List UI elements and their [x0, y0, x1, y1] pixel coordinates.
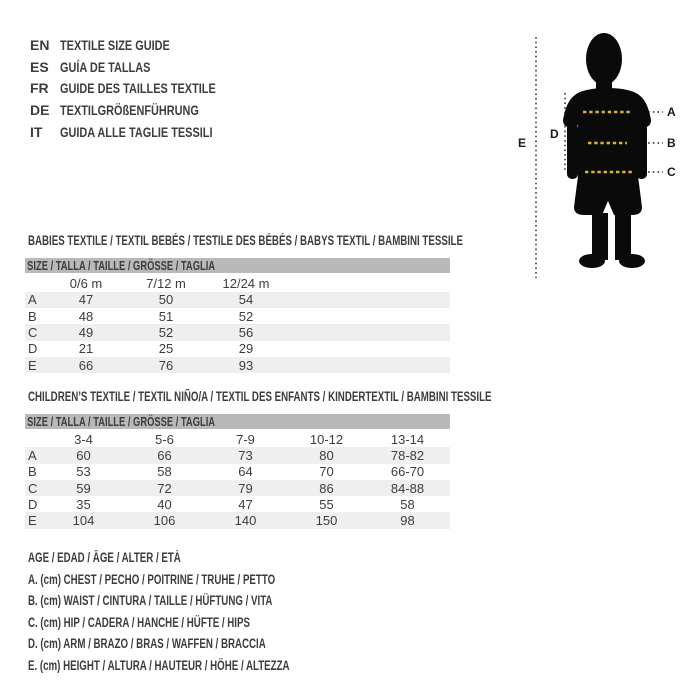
table-cell: 52 — [158, 325, 174, 341]
silhouette-right-foot — [619, 254, 645, 268]
table-cell: 66 — [157, 447, 172, 463]
figure-label-b: B — [667, 136, 676, 150]
table-row — [25, 447, 450, 463]
babies-size-bar — [25, 258, 450, 273]
language-code: IT — [30, 123, 43, 140]
language-title: GUIDA ALLE TAGLIE TESSILI — [60, 123, 213, 140]
language-code: ES — [30, 58, 49, 75]
table-cell: 56 — [238, 325, 254, 341]
table-cell: 66 — [78, 357, 94, 373]
row-label: A — [28, 447, 37, 463]
table-cell: 21 — [78, 341, 94, 357]
silhouette-left-leg — [592, 213, 608, 260]
row-label: C — [28, 325, 38, 341]
children-size-bar — [25, 414, 450, 429]
table-cell: 50 — [158, 292, 174, 308]
table-cell: 58 — [400, 496, 415, 512]
table-cell: 78-82 — [390, 447, 425, 463]
children-section-heading: CHILDREN’S TEXTILE / TEXTIL NIÑO/A / TEXTIL DES ENFANTS / KINDERTEXTIL / BAMBINI TESSILE — [28, 389, 492, 404]
table-cell: 98 — [400, 513, 415, 529]
table-cell: 60 — [76, 447, 91, 463]
table-cell: 59 — [76, 480, 91, 496]
table-cell: 25 — [158, 341, 174, 357]
table-cell: 54 — [238, 292, 254, 308]
row-label: E — [28, 513, 37, 529]
table-cell: 93 — [238, 357, 254, 373]
child-silhouette-graphic — [563, 33, 651, 268]
table-row — [25, 512, 450, 528]
table-row — [25, 464, 450, 480]
table-header-row — [25, 431, 450, 447]
figure-label-e: E — [518, 136, 527, 150]
measurement-figure — [508, 28, 700, 290]
table-cell: 84-88 — [390, 480, 425, 496]
row-label: A — [28, 292, 37, 308]
table-cell: 47 — [238, 496, 253, 512]
legend-line-hip: C. (cm) HIP / CADERA / HANCHE / HÜFTE / HIPS — [28, 614, 250, 630]
silhouette-left-foot — [579, 254, 605, 268]
table-cell: 86 — [319, 480, 334, 496]
size-bar-label: SIZE / TALLA / TAILLE / GRÖSSE / TAGLIA — [27, 257, 216, 273]
legend-line-chest: A. (cm) CHEST / PECHO / POITRINE / TRUHE / PETTO — [28, 571, 276, 587]
table-cell: 106 — [153, 513, 176, 529]
column-header: 0/6 m — [69, 276, 103, 292]
table-row — [25, 308, 450, 324]
language-title: GUIDE DES TAILLES TEXTILE — [60, 80, 216, 97]
table-row — [25, 357, 450, 373]
language-code: DE — [30, 101, 50, 118]
column-header: 7/12 m — [146, 276, 186, 292]
row-label: D — [28, 341, 38, 357]
language-code: EN — [30, 36, 50, 53]
column-header: 10-12 — [309, 431, 344, 447]
babies-size-table — [25, 276, 450, 374]
language-title: TEXTILE SIZE GUIDE — [60, 36, 170, 53]
language-code: FR — [30, 80, 49, 97]
table-header-row — [25, 276, 450, 292]
column-header: 7-9 — [236, 431, 255, 447]
row-label: C — [28, 480, 38, 496]
language-title: TEXTILGRÖßENFÜHRUNG — [60, 101, 199, 118]
row-label: D — [28, 496, 38, 512]
language-row — [30, 99, 260, 121]
table-cell: 104 — [72, 513, 95, 529]
silhouette-left-arm — [567, 123, 578, 179]
table-cell: 51 — [158, 308, 174, 324]
figure-label-c: C — [667, 165, 676, 179]
size-bar-label: SIZE / TALLA / TAILLE / GRÖSSE / TAGLIA — [27, 413, 216, 429]
language-row — [30, 121, 260, 143]
legend-line-age: AGE / EDAD / ÂGE / ALTER / ETÀ — [28, 550, 181, 565]
language-row — [30, 77, 260, 99]
children-size-table — [25, 431, 450, 529]
table-cell: 58 — [157, 464, 172, 480]
table-cell: 140 — [234, 513, 257, 529]
legend-line-arm: D. (cm) ARM / BRAZO / BRAS / WAFFEN / BRACCIA — [28, 636, 266, 652]
legend-line-height: E. (cm) HEIGHT / ALTURA / HAUTEUR / HÖHE / ALTEZZA — [28, 657, 290, 673]
silhouette-shorts — [574, 176, 642, 215]
table-cell: 29 — [238, 341, 254, 357]
table-cell: 70 — [319, 464, 334, 480]
column-header: 3-4 — [74, 431, 93, 447]
table-cell: 48 — [78, 308, 94, 324]
babies-section-heading: BABIES TEXTILE / TEXTIL BEBÉS / TESTILE DES BÉBÉS / BABYS TEXTIL / BAMBINI TESSILE — [28, 233, 463, 248]
table-cell: 47 — [78, 292, 94, 308]
language-row — [30, 34, 260, 56]
table-cell: 73 — [238, 447, 253, 463]
row-label: B — [28, 308, 37, 324]
column-header: 12/24 m — [222, 276, 270, 292]
figure-label-d: D — [550, 127, 559, 141]
language-title: GUÍA DE TALLAS — [60, 58, 151, 75]
table-row — [25, 480, 450, 496]
row-label: E — [28, 357, 37, 373]
table-cell: 40 — [157, 496, 172, 512]
column-header: 5-6 — [155, 431, 174, 447]
table-cell: 72 — [157, 480, 172, 496]
table-row — [25, 341, 450, 357]
table-cell: 150 — [315, 513, 338, 529]
table-cell: 55 — [319, 496, 334, 512]
measurement-legend — [28, 547, 391, 677]
table-row — [25, 292, 450, 308]
table-cell: 52 — [238, 308, 254, 324]
language-title-list — [30, 34, 260, 142]
language-row — [30, 56, 260, 78]
silhouette-right-leg — [615, 213, 631, 260]
table-cell: 35 — [76, 496, 91, 512]
table-cell: 76 — [158, 357, 174, 373]
legend-line-waist: B. (cm) WAIST / CINTURA / TAILLE / HÜFTUNG / VITA — [28, 593, 273, 609]
table-cell: 66-70 — [390, 464, 425, 480]
table-cell: 53 — [76, 464, 91, 480]
table-cell: 80 — [319, 447, 334, 463]
table-cell: 64 — [238, 464, 253, 480]
table-row — [25, 324, 450, 340]
table-row — [25, 496, 450, 512]
column-header: 13-14 — [390, 431, 425, 447]
row-label: B — [28, 464, 37, 480]
silhouette-right-arm — [636, 123, 647, 179]
table-cell: 49 — [78, 325, 94, 341]
figure-label-a: A — [667, 105, 676, 119]
table-cell: 79 — [238, 480, 253, 496]
